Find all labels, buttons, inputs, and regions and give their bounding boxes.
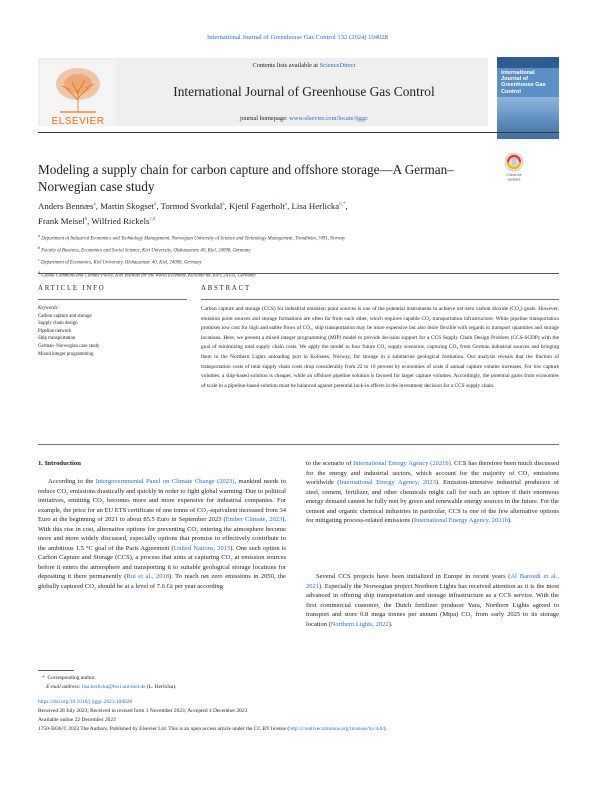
introduction-heading: 1. Introduction (38, 460, 81, 467)
body-text: Several CCS projects have been initialized in Europe in recent years ( (316, 573, 511, 580)
license-line: 1750-5836/© 2023 The Authors. Published by Elsevier Ltd. This is an open access article under the CC BY license (http://creativecommons.org/licenses/by/4.0/). (38, 726, 387, 732)
license-link[interactable]: http://creativecommons.org/licenses/by/4.0/ (289, 726, 384, 732)
abstract-heading: ABSTRACT (201, 285, 251, 292)
corresponding-author-note: * Corresponding author. (42, 675, 96, 681)
body-text: ). (508, 517, 512, 525)
footnote-rule (38, 670, 74, 671)
body-text: , mankind needs to reduce CO₂ emissions drastically and quickly in order to fight global warming. Due to political initiatives, emitting CO₂ becomes more and more expensive for industrial companies. For example, the price for an EU ETS certificate of one tonne of CO₂-equivalent increased from 34 Euro at the beginning of 2021 to about 85.5 Euro in September 2023 ( (38, 478, 286, 524)
journal-homepage-line (120, 115, 488, 122)
citation-link[interactable]: United Nations, 2015 (173, 544, 231, 552)
badge-line-2: updates (507, 177, 521, 182)
author: Kjetil Fagerholt$^a$, (228, 200, 292, 211)
header-rule (38, 132, 559, 133)
author-email-link[interactable]: lisa.herlicka@bwl.uni-kiel.de (81, 683, 146, 690)
author-affil-sup[interactable]: a (222, 202, 225, 207)
author: Anders Bennæs$^a$, (38, 200, 101, 211)
keyword-item: Supply chain design (38, 321, 78, 327)
citation-link[interactable]: Ember Climate, 2023 (225, 516, 283, 524)
citation-link[interactable]: International Energy Agency (2021b) (353, 460, 451, 467)
body-text: ). (388, 620, 393, 628)
cover-title: International Journal of Greenhouse Gas Control (501, 70, 546, 95)
abstract-text: Carbon capture and storage (CCS) for industrial emission point sources is one of the potential instruments to achieve net-zero carbon dioxide (CO₂) goals. However, emission point sources and storage formations are often far from each other, which requires capable CO₂ transportation infrastructure. While pipeline transportation promises low cost for high and stable flows of CO₂, ship transportation may be more expensive but also more flexible with regards to transport quantities and storage locations. Here, we present a mixed integer programming (MIP) model to provide decision support for a CCS Supply Chain Design Problem (CCS-SCDP) with the goal of minimizing total supply chain costs. We apply the model to four future CO₂ supply scenarios, capturing CO₂ from German industrial sources and bringing them to the Northern Lights unloading port in Kollsnes, Norway, for storage in a submarine geological formation. Our analysis reveals that the fraction of transportation costs of total supply chain costs drop considerably from 22 to 10 percent by economies of scale if annual capture volume increases. For low capture volumes, a ship-based solution is cheaper, while an offshore pipeline solution is favored for larger capture volumes. Accordingly, the potential gains from economies of scale in a pipeline-based solution must be balanced against potential lock-in effects in the investment decision for a CCS supply chain. (201, 306, 559, 389)
affiliation-item: $^d$ Global Commons and Climate Policy, Kiel Institute for the World Economy, Kiellinie 66, Kiel, 24105, Germany (38, 269, 256, 279)
article-title: Modeling a supply chain for carbon capture and offshore storage—A German–Norwegian case study (38, 162, 454, 194)
author-affil-sup[interactable]: a (154, 202, 157, 207)
badge-line-1: Check for (506, 173, 522, 177)
email-note: E-mail address: lisa.herlicka@bwl.uni-kiel.de (L. Herlicka). (46, 683, 177, 690)
sciencedirect-link[interactable]: ScienceDirect (319, 62, 356, 69)
citation-link[interactable]: Intergovernmental Panel on Climate Change (2023) (95, 478, 235, 485)
author: Tormod Svorkdal$^a$, (160, 200, 229, 211)
check-for-updates-icon[interactable] (501, 151, 527, 185)
keywords-block (38, 305, 188, 358)
homepage-prefix: journal homepage: (239, 115, 290, 122)
author: Frank Meisel$^b$, (38, 215, 92, 226)
keyword-item: Ship transportation (38, 336, 76, 342)
received-dates: Received 28 July 2023; Received in revised form 1 November 2023; Accepted 4 December 2023 (38, 708, 248, 714)
keyword-item: Pipeline network (38, 328, 72, 334)
author: Wilfried Rickels$^{c,d}$ (91, 215, 156, 226)
citation-link[interactable]: Al Baroudi et al., 2021 (306, 573, 559, 590)
keyword-item: Mixed integer programming (38, 351, 94, 357)
journal-title: International Journal of Greenhouse Gas Control (173, 84, 435, 99)
body-right-column-para-2 (306, 572, 559, 629)
citation-link[interactable]: Northern Lights, 2022 (330, 620, 389, 628)
publisher-name: ELSEVIER (51, 116, 105, 127)
article-metadata-footer (38, 698, 559, 734)
author: Lisa Herlicka$^{b,*}$, (291, 200, 348, 211)
affiliation-item: $^c$ Department of Economics, Kiel University, Olshausenstr. 40, Kiel, 24098, Germany (38, 257, 202, 266)
author-list (38, 198, 488, 228)
affiliation-item: $^b$ Faculty of Business, Economics and Social Science, Kiel University, Olshausenstr. 40, Kiel, 24098, Germany (38, 245, 251, 254)
doi-link[interactable]: https://doi.org/10.1016/j.ijggc.2023.104028 (38, 699, 133, 705)
article-info-heading: ARTICLE INFO (38, 285, 106, 292)
affiliation-item: $^a$ Department of Industrial Economics and Technology Management, Norwegian University of Science and Technology Management, Trondheim, 7491, Norway (38, 233, 346, 242)
footnote (38, 674, 338, 691)
body-text: ). To reach net zero emissions in 2050, the globally captured CO₂ should be at a level of 7.6 Gt per year according (38, 573, 286, 591)
article-info-rule (38, 299, 187, 300)
contents-line (120, 62, 488, 69)
keyword-item: Carbon capture and storage (38, 313, 92, 319)
journal-cover-image[interactable] (497, 57, 559, 139)
body-left-column (38, 477, 286, 592)
body-text: According to the (48, 478, 96, 485)
body-right-column-para-1 (306, 459, 559, 526)
body-text: ). With this rise in cost, alternative options for preventing CO₂ entering the atmosphere become more and more widely discussed, especially options that promise to effectively contribute to the ambitious 1.5 °C goal of the Paris Agreement ( (38, 516, 286, 552)
keywords-label: Keywords: (38, 306, 60, 311)
section-rule (38, 273, 559, 274)
author-affil-sup[interactable]: a (284, 202, 288, 207)
journal-homepage-link[interactable]: www.elsevier.com/locate/ijggc (289, 115, 369, 122)
author-affil-sup[interactable]: b,* (339, 202, 346, 207)
keyword-item: German–Norwegian case study (38, 343, 100, 349)
body-text: ). One such option is Carbon Capture and Storage (CCS), a process that aims at capturing CO₂ at emission sources before it enters the atmosphere and transporting it to suitable geological storage locations for depositing it there permanently ( (38, 544, 286, 581)
available-online: Available online 22 December 2023 (38, 717, 116, 723)
author-affil-sup[interactable]: b (84, 216, 88, 222)
cover-top-band (497, 57, 559, 68)
body-text: ). Especially the Norwegian project Northern Lights has received attention as it is the most advanced in offering ship transportation and storage infrastructure as a CCS service. With the first commercial customer, the Dutch fertilizer producer Yara, Northern Lights agreed to transport and store 0.8 mega tonnes per annum (Mtpa) CO₂ from early 2025 to its storage location ( (306, 582, 559, 628)
running-head[interactable]: International Journal of Greenhouse Gas Control 132 (2024) 104028 (207, 34, 388, 41)
author-affil-sup[interactable]: c,d (149, 216, 156, 222)
author-affil-sup[interactable]: a (93, 202, 96, 207)
citation-link[interactable]: International Energy Agency, 2021b (413, 517, 508, 525)
citation-link[interactable]: International Energy Agency, 2023 (339, 479, 436, 487)
citation-link[interactable]: Bui et al., 2018 (126, 573, 169, 581)
body-text: ). Emission-intensive industrial producers of steel, cement, fertilizer, and other chemicals might call for such an option if their enormous energy demand cannot be fully met by green and renewable energy sources in the future. For the cement and organic chemical industries in particular, CCS is one of the few alternative options for mitigating process-related emissions ( (306, 479, 560, 525)
body-text: to the scenario of (306, 460, 354, 467)
abstract-rule (201, 299, 559, 300)
author: Martin Skogset$^a$, (100, 200, 161, 211)
abstract-end-rule (38, 444, 559, 445)
contents-prefix: Contents lists available at (252, 62, 320, 69)
body-text: . CCS has therefore been much discussed for the energy and industrial sectors, which account for the majority of CO₂ emissions worldwide ( (306, 460, 560, 487)
